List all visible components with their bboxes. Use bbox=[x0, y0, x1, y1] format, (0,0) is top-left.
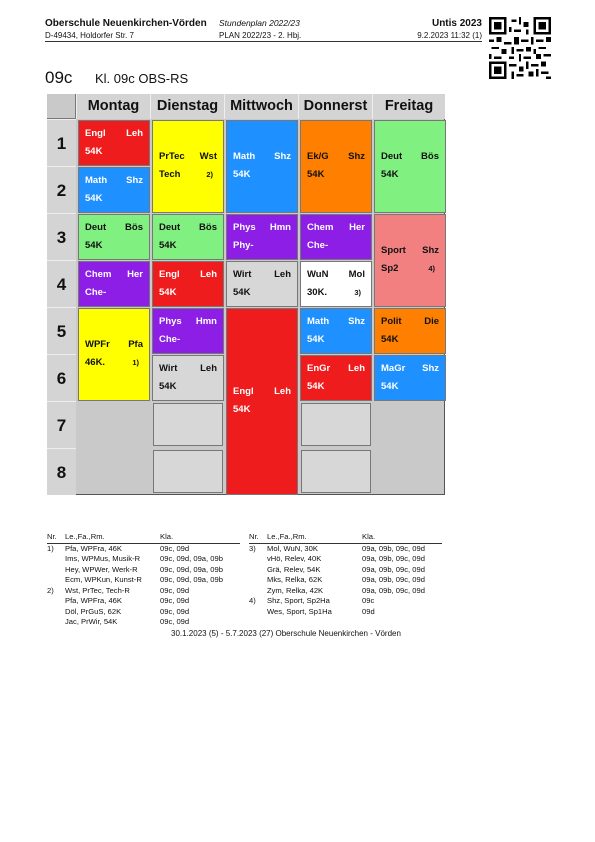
validity-footer: 30.1.2023 (5) - 5.7.2023 (27) Oberschule Neuenkirchen - Vörden bbox=[171, 629, 401, 638]
lesson-cell[interactable] bbox=[374, 120, 446, 213]
lesson-subject: PrTec bbox=[159, 151, 185, 162]
footnote-nr: 4) bbox=[249, 596, 256, 605]
lesson-cell[interactable] bbox=[152, 261, 224, 307]
footnote-kla: 09a, 09b, 09c, 09d bbox=[362, 554, 425, 563]
footnote-kla: 09c, 09d, 09a, 09b bbox=[160, 575, 223, 584]
lesson-room: Phy- bbox=[233, 240, 254, 251]
footnote-nr bbox=[47, 554, 65, 565]
day-header: Dienstag bbox=[150, 94, 224, 119]
footnote-lfr: Mks, Relka, 62K bbox=[267, 575, 323, 584]
plan-name: PLAN 2022/23 - 2. Hbj. bbox=[219, 31, 302, 40]
footnote-kla: 09d bbox=[362, 606, 375, 616]
lesson-teacher: Shz bbox=[348, 316, 365, 327]
day-header: Mittwoch bbox=[224, 94, 298, 119]
school-address: D-49434, Holdorfer Str. 7 bbox=[45, 31, 134, 40]
footnote-nr bbox=[249, 575, 267, 586]
day-header: Montag bbox=[76, 94, 150, 119]
lesson-cell[interactable] bbox=[226, 308, 298, 495]
lesson-cell[interactable] bbox=[374, 214, 446, 307]
empty-slot bbox=[153, 450, 223, 493]
qr-code-icon bbox=[489, 17, 551, 79]
empty-slot bbox=[301, 450, 371, 493]
footnote-row bbox=[249, 575, 442, 586]
lesson-room: Che- bbox=[159, 334, 181, 345]
footnote-nr bbox=[249, 607, 267, 618]
footnotes-left bbox=[47, 532, 240, 628]
lesson-teacher: Shz bbox=[422, 363, 439, 374]
print-datetime: 9.2.2023 11:32 (1) bbox=[417, 31, 482, 40]
lesson-subject: Sport bbox=[381, 245, 406, 256]
lesson-cell[interactable] bbox=[152, 308, 224, 354]
footnote-kla: 09c, 09d, 09a, 09b bbox=[160, 564, 223, 574]
footnote-nr bbox=[249, 565, 267, 576]
class-name: Kl. 09c OBS-RS bbox=[95, 71, 189, 86]
footnote-lfr: Zym, Relka, 42K bbox=[267, 585, 324, 595]
lesson-teacher: Shz bbox=[422, 245, 439, 256]
lesson-cell[interactable] bbox=[78, 120, 150, 166]
footnote-row bbox=[47, 544, 240, 555]
footnote-lfr: Ims, WPMus, Musik-R bbox=[65, 554, 141, 563]
footnote-kla: 09a, 09b, 09c, 09d bbox=[362, 585, 425, 595]
lesson-room: Che- bbox=[307, 240, 329, 251]
lesson-subject: Phys bbox=[233, 222, 256, 233]
footnote-row bbox=[47, 586, 240, 597]
footnote-kla: 09c, 09d bbox=[160, 596, 190, 605]
period-number: 6 bbox=[47, 354, 76, 401]
footnote-row bbox=[249, 565, 442, 576]
lesson-teacher: Leh bbox=[200, 363, 217, 374]
lesson-subject: Chem bbox=[85, 269, 112, 280]
header-nr: Nr. bbox=[47, 532, 57, 541]
lesson-room: 54K bbox=[307, 169, 325, 180]
lesson-room: 54K bbox=[381, 381, 399, 392]
footnote-lfr: Wst, PrTec, Tech-R bbox=[65, 585, 130, 595]
header-lfr: Le.,Fa.,Rm. bbox=[65, 532, 105, 541]
footnote-nr bbox=[249, 586, 267, 597]
lesson-room: 54K bbox=[307, 381, 325, 392]
lesson-teacher: Bös bbox=[421, 151, 439, 162]
period-number: 7 bbox=[47, 401, 76, 448]
document-type: Stundenplan 2022/23 bbox=[219, 18, 300, 28]
footnote-row bbox=[249, 586, 442, 597]
footnote-kla: 09c bbox=[362, 596, 375, 605]
lesson-cell[interactable] bbox=[300, 120, 372, 213]
period-number: 5 bbox=[47, 307, 76, 354]
footnote-row bbox=[47, 607, 240, 618]
period-number: 8 bbox=[47, 448, 76, 495]
lesson-room: 54K bbox=[381, 169, 399, 180]
lesson-teacher: Leh bbox=[348, 363, 365, 374]
footnote-kla: 09a, 09b, 09c, 09d bbox=[362, 575, 425, 584]
lesson-subject: WPFr bbox=[85, 339, 110, 350]
lesson-footnote: 3) bbox=[354, 288, 361, 297]
lesson-room: 54K bbox=[159, 240, 177, 251]
lesson-cell[interactable] bbox=[300, 214, 372, 260]
lesson-room: 46K. bbox=[85, 357, 106, 368]
footnote-nr bbox=[47, 607, 65, 618]
footnote-nr bbox=[47, 617, 65, 628]
header-lfr: Le.,Fa.,Rm. bbox=[267, 532, 307, 541]
footnote-kla: 09c, 09d bbox=[160, 606, 190, 616]
lesson-room: Che- bbox=[85, 287, 107, 298]
header-nr: Nr. bbox=[249, 532, 259, 541]
lesson-teacher: Shz bbox=[274, 151, 291, 162]
lesson-room: 54K bbox=[381, 334, 399, 345]
lesson-room: 54K bbox=[159, 287, 177, 298]
lesson-room: Tech bbox=[159, 169, 181, 180]
lesson-teacher: Hmn bbox=[195, 316, 217, 327]
footnote-kla: 09c, 09d bbox=[160, 543, 190, 553]
footnote-lfr: Wes, Sport, Sp1Ha bbox=[267, 606, 332, 616]
lesson-room: 54K bbox=[85, 146, 103, 157]
lesson-cell[interactable] bbox=[152, 355, 224, 401]
lesson-teacher: Die bbox=[424, 316, 439, 327]
lesson-cell[interactable] bbox=[152, 214, 224, 260]
lesson-subject: Math bbox=[85, 175, 108, 186]
lesson-subject: Math bbox=[307, 316, 330, 327]
lesson-room: 54K bbox=[159, 381, 177, 392]
lesson-subject: Engl bbox=[233, 386, 254, 397]
period-number: 2 bbox=[47, 166, 76, 213]
lesson-teacher: Her bbox=[127, 269, 143, 280]
lesson-subject: Deut bbox=[85, 222, 107, 233]
lesson-room: 54K bbox=[307, 334, 325, 345]
lesson-cell[interactable] bbox=[78, 261, 150, 307]
period-number: 3 bbox=[47, 213, 76, 260]
lesson-room: 54K bbox=[233, 169, 251, 180]
class-code: 09c bbox=[45, 68, 73, 87]
header-kla: Kla. bbox=[362, 532, 376, 541]
period-number: 4 bbox=[47, 260, 76, 307]
lesson-subject: Engl bbox=[159, 269, 180, 280]
lesson-room: 54K bbox=[233, 404, 251, 415]
footnote-kla: 09c, 09d, 09a, 09b bbox=[160, 554, 223, 563]
lesson-subject: Phys bbox=[159, 316, 182, 327]
footnote-lfr: Pfa, WPFra, 46K bbox=[65, 543, 122, 553]
footnote-row bbox=[47, 554, 240, 565]
footnote-row bbox=[47, 596, 240, 607]
lesson-teacher: Shz bbox=[126, 175, 143, 186]
footnotes-right bbox=[249, 532, 442, 617]
lesson-subject: WuN bbox=[307, 269, 329, 280]
footnote-lfr: Pfa, WPFra, 46K bbox=[65, 596, 122, 605]
lesson-subject: Engl bbox=[85, 128, 106, 139]
footnote-lfr: Mol, WuN, 30K bbox=[267, 543, 318, 553]
lesson-room: 54K bbox=[85, 193, 103, 204]
footnote-kla: 09c, 09d bbox=[160, 617, 190, 626]
header-kla: Kla. bbox=[160, 532, 174, 541]
footnote-header bbox=[47, 532, 240, 544]
lesson-subject: MaGr bbox=[381, 363, 406, 374]
lesson-room: 30K. bbox=[307, 287, 328, 298]
empty-slot bbox=[301, 403, 371, 446]
lesson-subject: Wirt bbox=[159, 363, 178, 374]
footnote-row bbox=[249, 607, 442, 618]
lesson-footnote: 2) bbox=[206, 170, 213, 179]
lesson-footnote: 1) bbox=[132, 358, 139, 367]
software-version: Untis 2023 bbox=[431, 18, 482, 29]
lesson-teacher: Hmn bbox=[269, 222, 291, 233]
footnote-nr: 1) bbox=[47, 543, 54, 553]
footnote-lfr: vHö, Relev, 40K bbox=[267, 554, 322, 563]
lesson-subject: Wirt bbox=[233, 269, 252, 280]
lesson-cell[interactable] bbox=[374, 308, 446, 354]
lesson-teacher: Her bbox=[349, 222, 365, 233]
footnote-header bbox=[249, 532, 442, 544]
lesson-subject: Math bbox=[233, 151, 256, 162]
lesson-teacher: Shz bbox=[348, 151, 365, 162]
lesson-subject: Chem bbox=[307, 222, 334, 233]
lesson-teacher: Bös bbox=[199, 222, 217, 233]
lesson-cell[interactable] bbox=[78, 167, 150, 213]
day-header: Donnerst bbox=[298, 94, 372, 119]
footnote-kla: 09a, 09b, 09c, 09d bbox=[362, 543, 425, 553]
lesson-cell[interactable] bbox=[300, 355, 372, 401]
lesson-cell[interactable] bbox=[226, 120, 298, 213]
lesson-subject: Ek/G bbox=[307, 151, 329, 162]
footnote-nr: 3) bbox=[249, 543, 256, 553]
footnote-lfr: Jac, PrWir, 54K bbox=[65, 617, 118, 626]
lesson-cell[interactable] bbox=[374, 355, 446, 401]
lesson-cell[interactable] bbox=[226, 261, 298, 307]
footnote-nr: 2) bbox=[47, 585, 54, 595]
footnote-nr bbox=[47, 565, 65, 576]
footnote-nr bbox=[47, 575, 65, 586]
lesson-teacher: Pfa bbox=[128, 339, 143, 350]
footnote-kla: 09c, 09d bbox=[160, 585, 190, 595]
lesson-subject: Deut bbox=[381, 151, 403, 162]
lesson-cell[interactable] bbox=[78, 214, 150, 260]
lesson-room: 54K bbox=[85, 240, 103, 251]
lesson-room: Sp2 bbox=[381, 263, 399, 274]
lesson-subject: EnGr bbox=[307, 363, 331, 374]
lesson-cell[interactable] bbox=[226, 214, 298, 260]
footnote-nr bbox=[249, 554, 267, 565]
school-name: Oberschule Neuenkirchen-Vörden bbox=[45, 18, 207, 29]
footnote-row bbox=[47, 617, 240, 628]
footnote-row bbox=[249, 544, 442, 555]
lesson-teacher: Leh bbox=[200, 269, 217, 280]
footnote-lfr: Döl, PrGuS, 62K bbox=[65, 606, 122, 616]
footnote-row bbox=[249, 554, 442, 565]
footnote-row bbox=[249, 596, 442, 607]
lesson-teacher: Mol bbox=[348, 269, 365, 280]
footnote-lfr: Grä, Relev, 54K bbox=[267, 564, 321, 574]
header-divider bbox=[45, 41, 482, 42]
footnote-lfr: Ecm, WPKun, Kunst-R bbox=[65, 575, 142, 584]
footnote-lfr: Hey, WPWer, Werk-R bbox=[65, 564, 138, 574]
day-header: Freitag bbox=[372, 94, 445, 119]
lesson-teacher: Wst bbox=[199, 151, 217, 162]
footnote-row bbox=[47, 565, 240, 576]
lesson-teacher: Leh bbox=[274, 386, 291, 397]
lesson-cell[interactable] bbox=[152, 120, 224, 213]
grid-corner bbox=[47, 94, 76, 119]
empty-slot bbox=[153, 403, 223, 446]
lesson-cell[interactable] bbox=[300, 308, 372, 354]
footnote-kla: 09a, 09b, 09c, 09d bbox=[362, 564, 425, 574]
footnote-nr bbox=[47, 596, 65, 607]
lesson-teacher: Leh bbox=[274, 269, 291, 280]
period-number: 1 bbox=[47, 119, 76, 166]
lesson-subject: Polit bbox=[381, 316, 402, 327]
lesson-teacher: Leh bbox=[126, 128, 143, 139]
lesson-footnote: 4) bbox=[428, 264, 435, 273]
footnote-lfr: Shz, Sport, Sp2Ha bbox=[267, 596, 330, 605]
lesson-subject: Deut bbox=[159, 222, 181, 233]
lesson-cell[interactable] bbox=[300, 261, 372, 307]
lesson-teacher: Bös bbox=[125, 222, 143, 233]
footnote-row bbox=[47, 575, 240, 586]
lesson-cell[interactable] bbox=[78, 308, 150, 401]
lesson-room: 54K bbox=[233, 287, 251, 298]
